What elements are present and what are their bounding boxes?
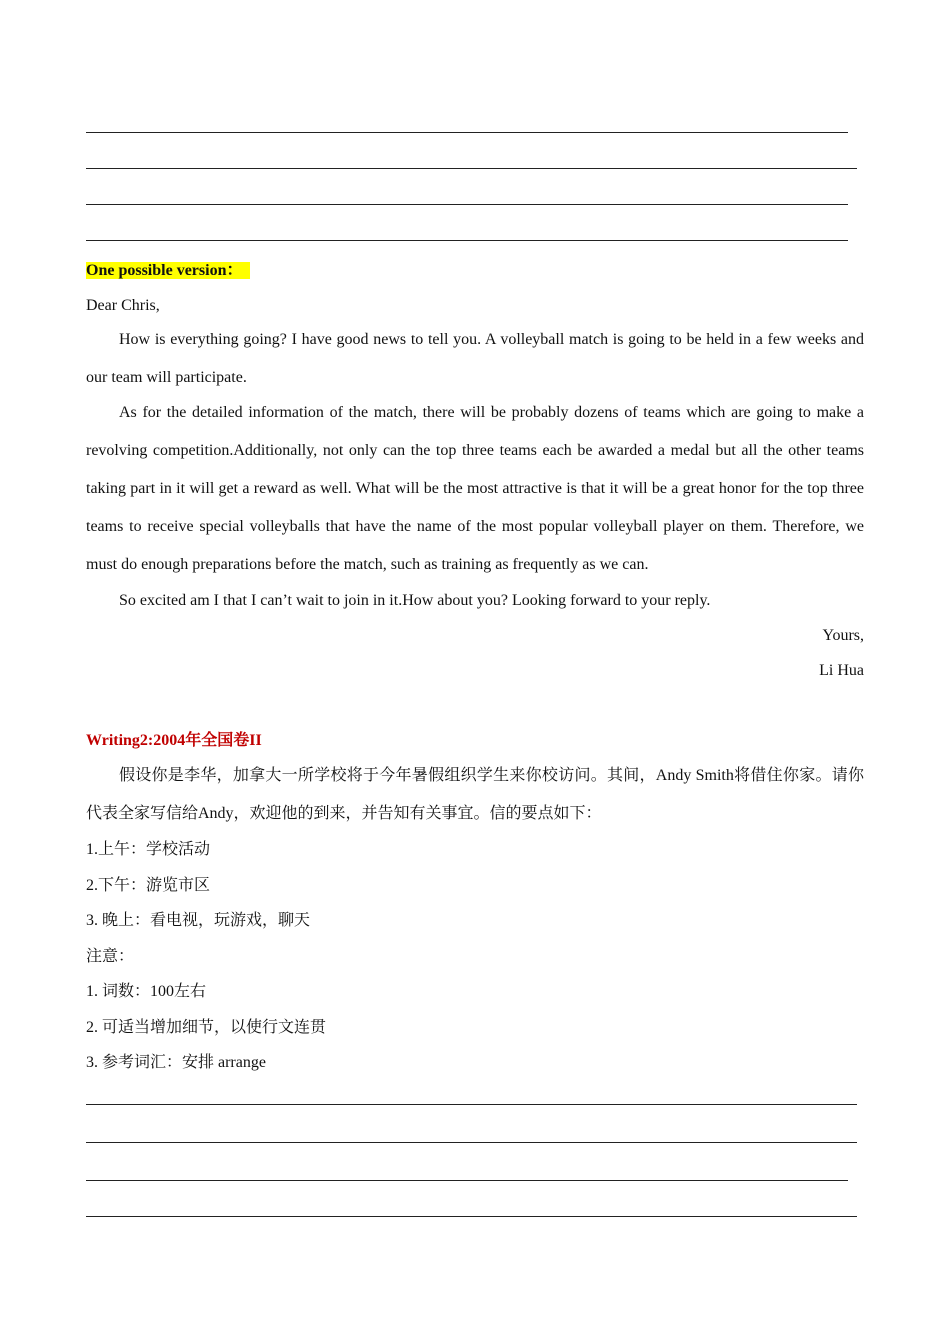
letter-signature: Li Hua xyxy=(819,662,864,679)
writing2-note: 1. 词数：100左右 xyxy=(86,983,207,1000)
writing2-point: 2.下午：游览市区 xyxy=(86,877,211,894)
answer-line xyxy=(86,1142,857,1143)
writing2-title: Writing2:2004年全国卷II xyxy=(86,732,262,749)
letter-closing: Yours, xyxy=(822,627,864,644)
letter-paragraph-1: How is everything going? I have good news to tell you. A volleyball match is going to be held in a few weeks and our team will participate. xyxy=(86,331,864,386)
writing2-note-label: 注意： xyxy=(86,948,135,965)
writing2-point: 1.上午：学校活动 xyxy=(86,841,211,858)
answer-label-text: One possible version： xyxy=(86,262,250,279)
answer-label xyxy=(86,261,250,281)
writing2-point: 3. 晚上：看电视，玩游戏，聊天 xyxy=(86,912,311,929)
answer-line xyxy=(86,1104,857,1105)
answer-line xyxy=(86,168,857,169)
answer-line xyxy=(86,1180,848,1181)
writing2-note: 2. 可适当增加细节，以使行文连贯 xyxy=(86,1019,327,1036)
answer-line xyxy=(86,240,848,241)
writing2-note: 3. 参考词汇：安排 arrange xyxy=(86,1054,266,1071)
letter-paragraph-3: So excited am I that I can’t wait to join in it.How about you? Looking forward to your reply. xyxy=(119,592,711,609)
letter-paragraph-2: As for the detailed information of the match, there will be probably dozens of teams which are going to make a revolving competition.Additionally, not only can the top three teams each be awarded a medal but all the other teams taking part in it will get a reward as well. What will be the most attractive is that it will be a great honor for the top three teams to receive special volleyballs that have the name of the most popular volleyball player on them. Therefore, we must do enough preparations before the match, such as training as frequently as we can. xyxy=(86,404,864,573)
answer-line xyxy=(86,1216,857,1217)
answer-line xyxy=(86,204,848,205)
writing2-intro: 假设你是李华，加拿大一所学校将于今年暑假组织学生来你校访问。其间，Andy Smith将借住你家。请你代表全家写信给Andy，欢迎他的到来，并告知有关事宜。信的要点如下： xyxy=(86,767,864,822)
answer-line xyxy=(86,132,848,133)
letter-greeting: Dear Chris, xyxy=(86,297,160,314)
